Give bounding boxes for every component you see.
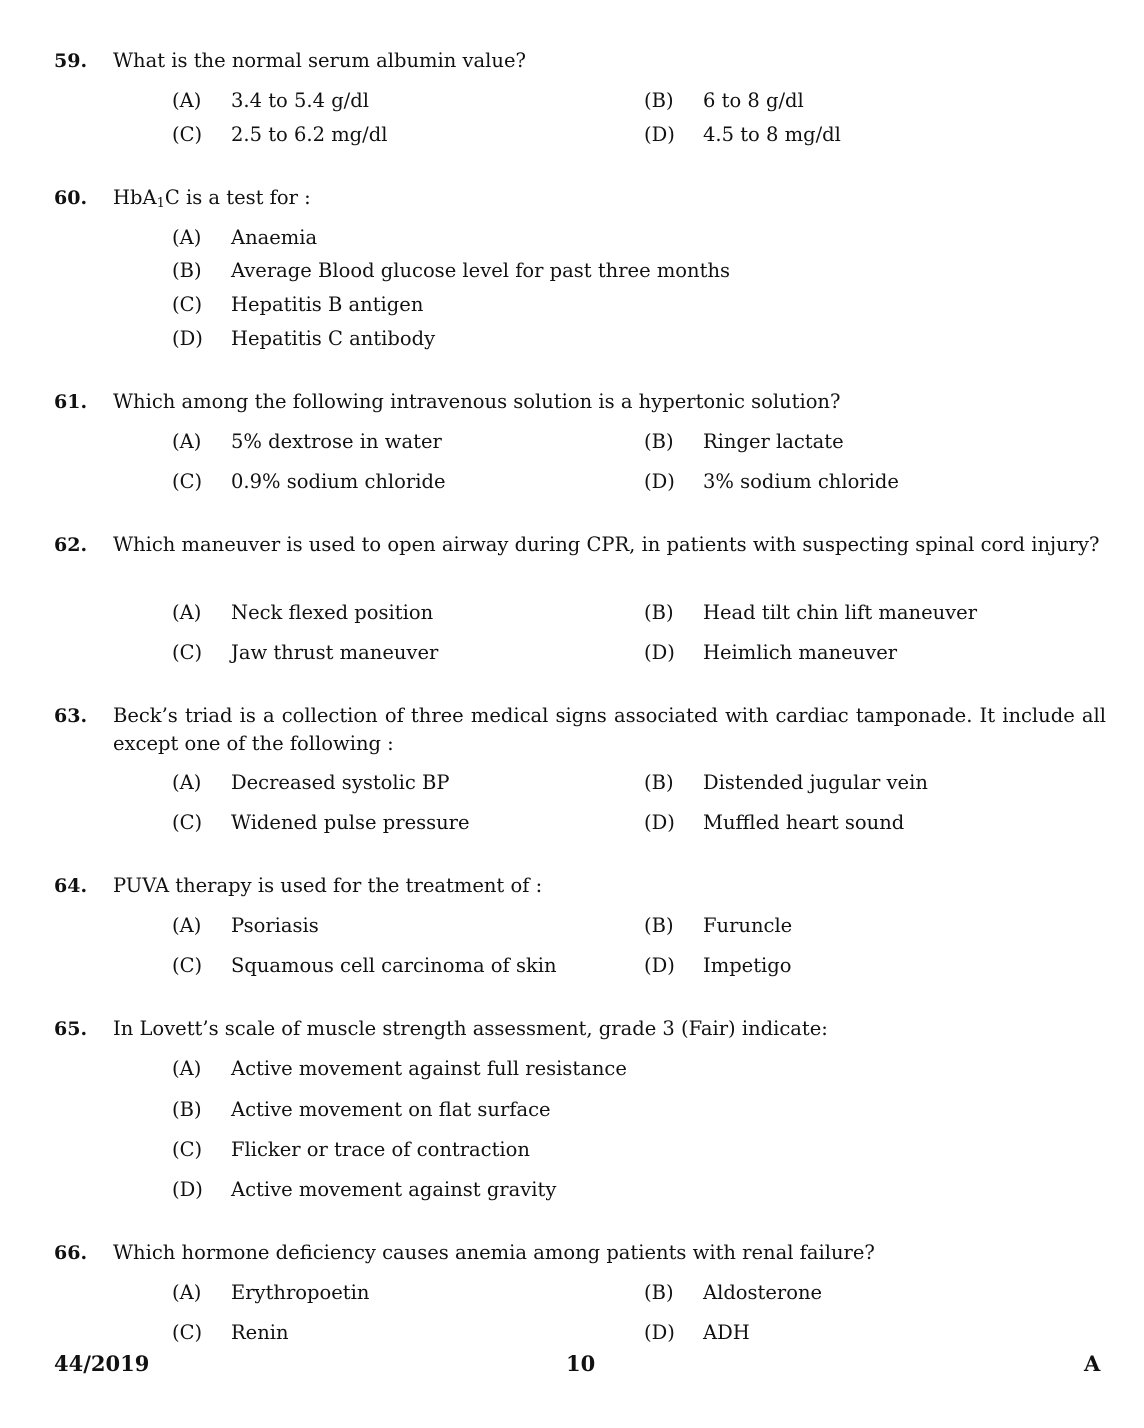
option-b xyxy=(644,769,928,797)
question-61 xyxy=(0,388,1144,493)
page-number: 10 xyxy=(566,1351,596,1376)
option-text: Widened pulse pressure xyxy=(231,811,470,834)
question-64 xyxy=(0,872,1144,977)
option-a xyxy=(172,769,449,797)
option-label: (A) xyxy=(172,430,202,453)
option-text: Head tilt chin lift maneuver xyxy=(703,601,978,624)
option-c xyxy=(172,1136,530,1164)
option-text: Aldosterone xyxy=(703,1281,823,1304)
option-label: (B) xyxy=(644,430,674,453)
option-c xyxy=(172,291,423,319)
option-a xyxy=(172,599,433,627)
question-text: What is the normal serum albumin value? xyxy=(113,49,526,72)
option-label: (C) xyxy=(172,293,203,316)
question-text: In Lovett’s scale of muscle strength assessment, grade 3 (Fair) indicate: xyxy=(113,1017,828,1040)
option-text: Active movement against full resistance xyxy=(231,1057,627,1080)
option-label: (D) xyxy=(172,1178,203,1201)
option-label: (D) xyxy=(644,954,675,977)
option-d xyxy=(644,639,897,667)
option-d xyxy=(172,325,435,353)
option-c xyxy=(172,1319,289,1347)
question-65 xyxy=(0,1015,1144,1201)
option-label: (C) xyxy=(172,470,203,493)
option-text: Flicker or trace of contraction xyxy=(231,1138,530,1161)
option-text: Impetigo xyxy=(703,954,792,977)
option-label: (B) xyxy=(644,914,674,937)
option-label: (B) xyxy=(644,1281,674,1304)
question-66 xyxy=(0,1239,1144,1344)
option-label: (D) xyxy=(644,1321,675,1344)
option-text: Squamous cell carcinoma of skin xyxy=(231,954,557,977)
question-text: Which hormone deficiency causes anemia among patients with renal failure? xyxy=(113,1241,875,1264)
option-label: (C) xyxy=(172,1138,203,1161)
option-d xyxy=(644,121,841,149)
option-d xyxy=(172,1176,556,1204)
option-text: Jaw thrust maneuver xyxy=(231,641,439,664)
option-label: (A) xyxy=(172,1057,202,1080)
option-a xyxy=(172,1279,369,1307)
option-a xyxy=(172,1055,627,1083)
option-text: Ringer lactate xyxy=(703,430,844,453)
question-62 xyxy=(0,531,1144,664)
option-c xyxy=(172,952,557,980)
option-label: (B) xyxy=(172,1098,202,1121)
option-label: (D) xyxy=(644,123,675,146)
option-label: (A) xyxy=(172,1281,202,1304)
option-label: (A) xyxy=(172,914,202,937)
question-number: 63. xyxy=(54,705,88,727)
option-c xyxy=(172,468,446,496)
option-text: Furuncle xyxy=(703,914,793,937)
option-b xyxy=(644,1279,822,1307)
option-text: Renin xyxy=(231,1321,289,1344)
option-label: (D) xyxy=(644,811,675,834)
option-text: Anaemia xyxy=(231,226,318,249)
option-b xyxy=(644,428,844,456)
option-c xyxy=(172,639,438,667)
option-label: (B) xyxy=(644,771,674,794)
question-text: HbA$_1$C is a test for : xyxy=(113,186,311,211)
option-text: Decreased systolic BP xyxy=(231,771,450,794)
option-d xyxy=(644,809,904,837)
option-label: (C) xyxy=(172,811,203,834)
option-text: Psoriasis xyxy=(231,914,319,937)
option-text: Distended jugular vein xyxy=(703,771,928,794)
option-label: (D) xyxy=(644,641,675,664)
option-text: 6 to 8 g/dl xyxy=(703,89,804,112)
option-b xyxy=(172,257,730,285)
option-label: (A) xyxy=(172,226,202,249)
option-label: (C) xyxy=(172,1321,203,1344)
option-c xyxy=(172,809,470,837)
question-number: 61. xyxy=(54,391,88,413)
exam-code: 44/2019 xyxy=(54,1351,150,1376)
option-b xyxy=(644,599,977,627)
option-text: 2.5 to 6.2 mg/dl xyxy=(231,123,388,146)
option-label: (C) xyxy=(172,954,203,977)
option-label: (A) xyxy=(172,771,202,794)
question-59 xyxy=(0,47,1144,146)
option-text: ADH xyxy=(703,1321,750,1344)
option-text: Active movement on flat surface xyxy=(231,1098,551,1121)
option-c xyxy=(172,121,387,149)
question-63 xyxy=(0,702,1144,834)
option-text: Active movement against gravity xyxy=(231,1178,557,1201)
option-label: (B) xyxy=(644,601,674,624)
question-number: 65. xyxy=(54,1018,88,1040)
option-label: (A) xyxy=(172,601,202,624)
question-text: Beck’s triad is a collection of three medical signs associated with cardiac tamponade. It include all except one of the following : xyxy=(113,704,1106,755)
question-number: 60. xyxy=(54,187,88,209)
question-number: 66. xyxy=(54,1242,88,1264)
question-60 xyxy=(0,184,1144,350)
option-text: Erythropoetin xyxy=(231,1281,370,1304)
option-a xyxy=(172,428,442,456)
question-number: 62. xyxy=(54,534,88,556)
option-text: 5% dextrose in water xyxy=(231,430,442,453)
option-b xyxy=(644,912,792,940)
option-text: 3.4 to 5.4 g/dl xyxy=(231,89,369,112)
option-text: Hepatitis C antibody xyxy=(231,327,436,350)
question-number: 64. xyxy=(54,875,88,897)
option-label: (A) xyxy=(172,89,202,112)
option-label: (D) xyxy=(644,470,675,493)
option-a xyxy=(172,224,317,252)
question-number: 59. xyxy=(54,50,88,72)
option-text: Heimlich maneuver xyxy=(703,641,898,664)
option-b xyxy=(644,87,804,115)
option-text: 0.9% sodium chloride xyxy=(231,470,446,493)
option-a xyxy=(172,912,319,940)
series-letter: A xyxy=(1084,1351,1101,1376)
option-a xyxy=(172,87,369,115)
option-label: (C) xyxy=(172,641,203,664)
option-text: Muffled heart sound xyxy=(703,811,905,834)
question-text: PUVA therapy is used for the treatment of : xyxy=(113,874,543,897)
option-text: 4.5 to 8 mg/dl xyxy=(703,123,841,146)
option-label: (B) xyxy=(644,89,674,112)
option-b xyxy=(172,1096,551,1124)
question-text: Which maneuver is used to open airway during CPR, in patients with suspecting spinal cord injury? xyxy=(113,533,1100,556)
option-d xyxy=(644,468,899,496)
option-d xyxy=(644,952,792,980)
option-text: Hepatitis B antigen xyxy=(231,293,424,316)
option-text: Neck flexed position xyxy=(231,601,434,624)
option-text: 3% sodium chloride xyxy=(703,470,899,493)
option-d xyxy=(644,1319,750,1347)
option-label: (B) xyxy=(172,259,202,282)
option-label: (D) xyxy=(172,327,203,350)
question-text: Which among the following intravenous solution is a hypertonic solution? xyxy=(113,390,841,413)
option-label: (C) xyxy=(172,123,203,146)
option-text: Average Blood glucose level for past three months xyxy=(231,259,731,282)
